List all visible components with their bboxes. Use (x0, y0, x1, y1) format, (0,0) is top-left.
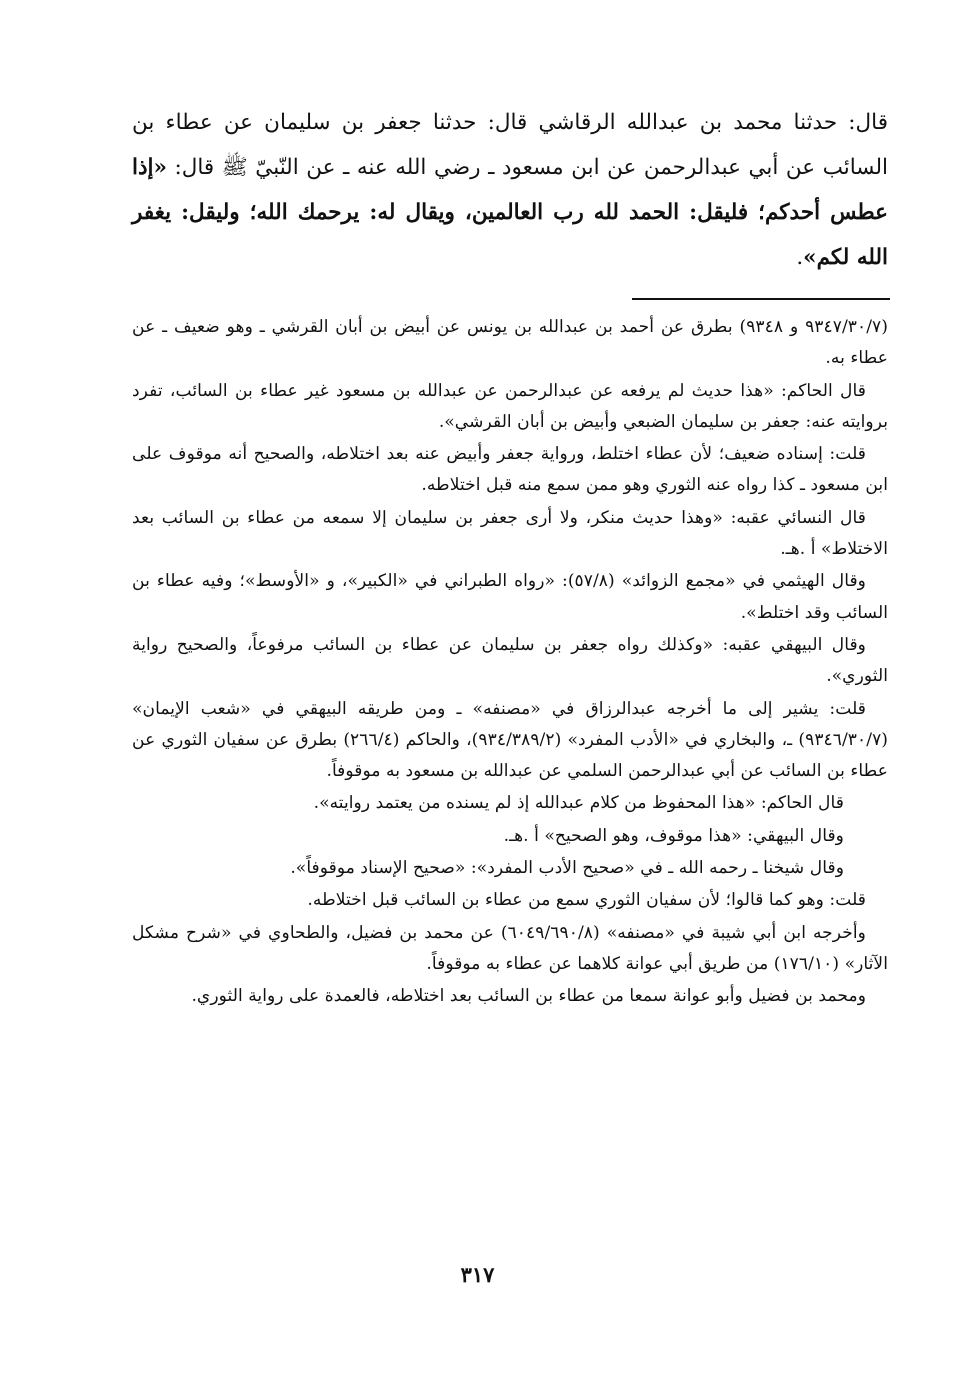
footnote-paragraph: قلت: وهو كما قالوا؛ لأن سفيان الثوري سمع من عطاء بن السائب قبل اختلاطه. (307, 890, 866, 911)
footnote-separator (632, 298, 890, 300)
footnotes (132, 312, 888, 1014)
footnote-paragraph: وقال شيخنا ـ رحمه الله ـ في «صحيح الأدب المفرد»: «صحيح الإسناد موقوفاً». (290, 858, 844, 879)
footnote-paragraph: وأخرجه ابن أبي شيبة في «مصنفه» (٦٠٤٩/٦٩٠/٨) عن محمد بن فضيل، والطحاوي في «شرح مشكل الآثار» (١٧٦/١٠) من طريق أبي عوانة كلاهما عن عطاء به موقوفاً. (132, 922, 888, 974)
footnote-paragraph: (٩٣٤٧/٣٠/٧ و ٩٣٤٨) بطرق عن أحمد بن عبدالله بن يونس عن أبيض بن أبان القرشي ـ وهو ضعيف ـ عن عطاء به. (132, 317, 888, 369)
footnote-paragraph: وقال الهيثمي في «مجمع الزوائد» (٥٧/٨): «رواه الطبراني في «الكبير»، و «الأوسط»؛ وفيه عطاء بن السائب وقد اختلط». (132, 571, 888, 623)
footnote-paragraph: قلت: إسناده ضعيف؛ لأن عطاء اختلط، ورواية جعفر وأبيض عنه بعد اختلاطه، والصحيح أنه موقوف على ابن مسعود ـ كذا رواه عنه الثوري وهو ممن سمع منه قبل اختلاطه. (132, 444, 888, 496)
hadith-text: «إذا عطس أحدكم؛ فليقل: الحمد لله رب العالمين، ويقال له: يرحمك الله؛ وليقل: يغفر الله لكم» (132, 155, 888, 270)
hadith-end: . (796, 245, 804, 270)
main-text (132, 100, 888, 280)
footnote-paragraph: قال الحاكم: «هذا حديث لم يرفعه عن عبدالرحمن عن عبدالله بن مسعود غير عطاء بن السائب، تفرد بروايته عنه: جعفر بن سليمان الضبعي وأبيض بن أبان القرشي». (132, 380, 888, 432)
main-paragraph (132, 100, 888, 280)
footnote-paragraph: قال النسائي عقبه: «وهذا حديث منكر، ولا أرى جعفر بن سليمان إلا سمعه من عطاء بن السائب بعد الاختلاط» أ .هـ. (132, 507, 888, 560)
footnote-paragraph: قال الحاكم: «هذا المحفوظ من كلام عبدالله إذ لم يسنده من يعتمد روايته». (313, 793, 844, 814)
page-number: ٣١٧ (460, 1262, 495, 1287)
hadith-chain: قال: حدثنا محمد بن عبدالله الرقاشي قال: حدثنا جعفر بن سليمان عن عطاء بن السائب عن أبي عبدالرحمن عن ابن مسعود ـ رضي الله عنه ـ عن النّبيّ ﷺ قال: (132, 110, 888, 180)
footnote-paragraph: وقال البيهقي عقبه: «وكذلك رواه جعفر بن سليمان عن عطاء بن السائب مرفوعاً، والصحيح رواية الثوري». (132, 634, 888, 687)
footnote-paragraph: ومحمد بن فضيل وأبو عوانة سمعا من عطاء بن السائب بعد اختلاطه، فالعمدة على رواية الثوري. (191, 986, 866, 1007)
footnote-paragraph: وقال البيهقي: «هذا موقوف، وهو الصحيح» أ .هـ. (503, 825, 844, 846)
footnote-paragraph: قلت: يشير إلى ما أخرجه عبدالرزاق في «مصنفه» ـ ومن طريقه البيهقي في «شعب الإيمان» (٩٣٤٦/٣٠/٧) ـ، والبخاري في «الأدب المفرد» (٩٣٤/٣٨٩/٢)، والحاكم (٢٦٦/٤) بطرق عن سفيان الثوري عن عطاء بن السائب عن أبي عبدالرحمن السلمي عن عبدالله بن مسعود به موقوفاً. (132, 698, 889, 782)
